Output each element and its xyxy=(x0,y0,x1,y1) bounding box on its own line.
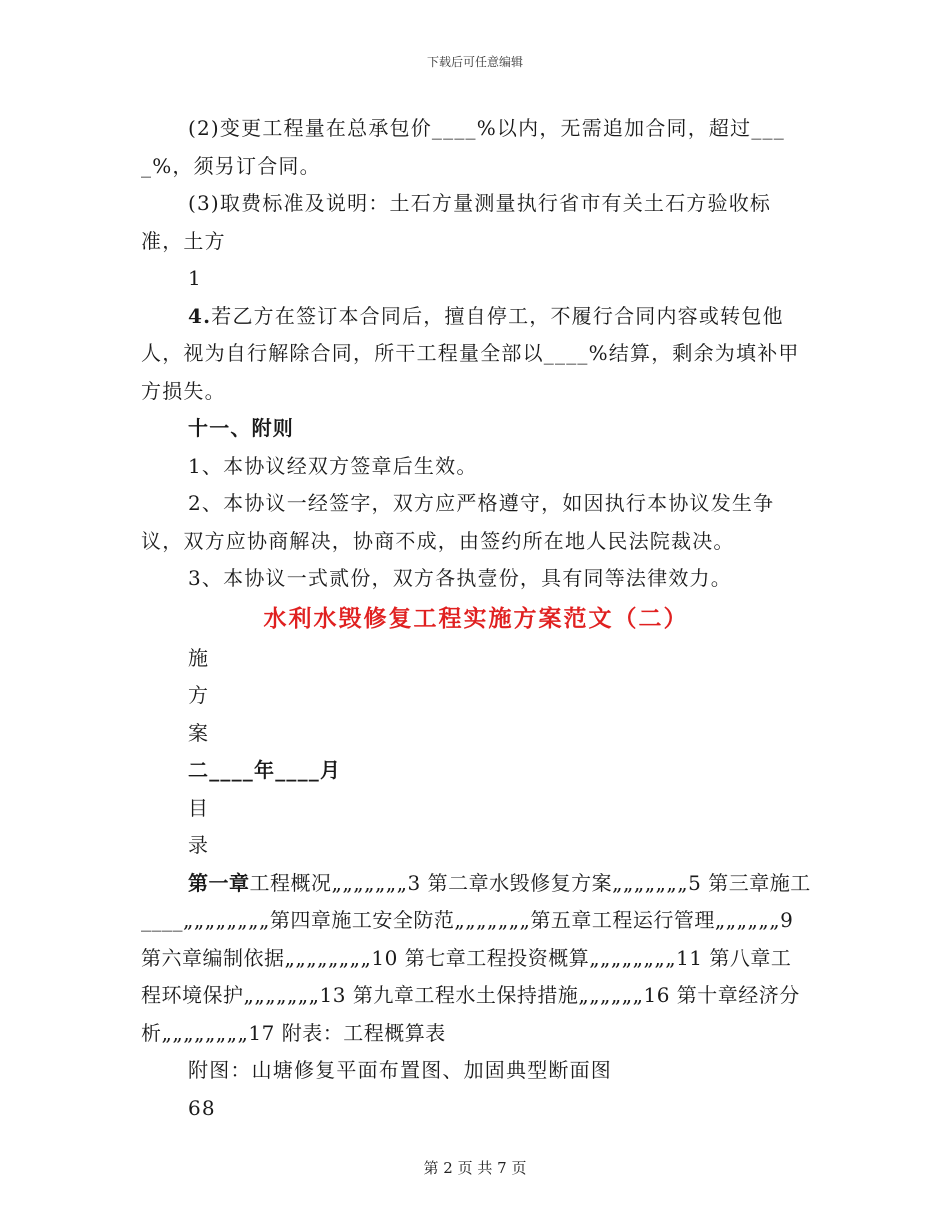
cover-line-3: 案 xyxy=(188,720,210,745)
paragraph-number: 1 xyxy=(188,266,202,290)
clause-1: 1、本协议经双方签章后生效。 xyxy=(188,453,478,478)
page-footer: 第 2 页 共 7 页 xyxy=(423,1159,527,1177)
cover-date: 二____年____月 xyxy=(188,758,342,782)
toc-heading-line-1: 目 xyxy=(188,795,210,820)
paragraph-termination-text: 若乙方在签订本合同后，擅自停工，不履行合同内容或转包他人，视为自行解除合同，所干工程量全部以____%结算，剩余为填补甲方损失。 xyxy=(141,303,800,403)
paragraph-change-quantity: (2)变更工程量在总承包价____%以内，无需追加合同，超过____%，须另订合同。 xyxy=(141,116,785,178)
page-number-text: 68 xyxy=(188,1095,216,1120)
toc-body: 工程概况„„„„„„„3 第二章水毁修复方案„„„„„„„5 第三章施工____„„„„„„„„第四章施工安全防范„„„„„„„第五章工程运行管理„„„„„„9 第六章编制依据„„„„„„„„10 第七章工程投资概算„„„„„„„„11 第八章工程环境保护„„„„„„„13 第九章工程水土保持措施„„„„„„16 第十章经济分析„„„„„„„„17 附表：工程概算表 xyxy=(141,870,811,1045)
table-of-contents xyxy=(141,865,811,1053)
paragraph-fee-standard: (3)取费标准及说明：土石方量测量执行省市有关土石方验收标准，土方 xyxy=(141,191,772,253)
clause-3: 3、本协议一式贰份，双方各执壹份，具有同等法律效力。 xyxy=(188,566,732,590)
toc-first-chapter: 第一章 xyxy=(188,870,250,895)
paragraph-termination xyxy=(141,298,811,411)
toc-heading-line-2: 录 xyxy=(188,833,210,857)
section-title: 水利水毁修复工程实施方案范文（二） xyxy=(263,604,689,632)
cover-line-1: 施 xyxy=(188,645,210,670)
page-header: 下载后可任意编辑 xyxy=(426,55,523,69)
document-body xyxy=(141,110,811,1127)
cover-line-2: 方 xyxy=(188,683,210,707)
section-heading-appendix: 十一、附则 xyxy=(188,416,294,440)
appendix-figures: 附图：山塘修复平面布置图、加固典型断面图 xyxy=(188,1058,612,1082)
clause-2: 2、本协议一经签字，双方应严格遵守，如因执行本协议发生争议，双方应协商解决，协商不成，由签约所在地人民法院裁决。 xyxy=(141,491,775,553)
paragraph-termination-number: 4. xyxy=(188,303,212,328)
